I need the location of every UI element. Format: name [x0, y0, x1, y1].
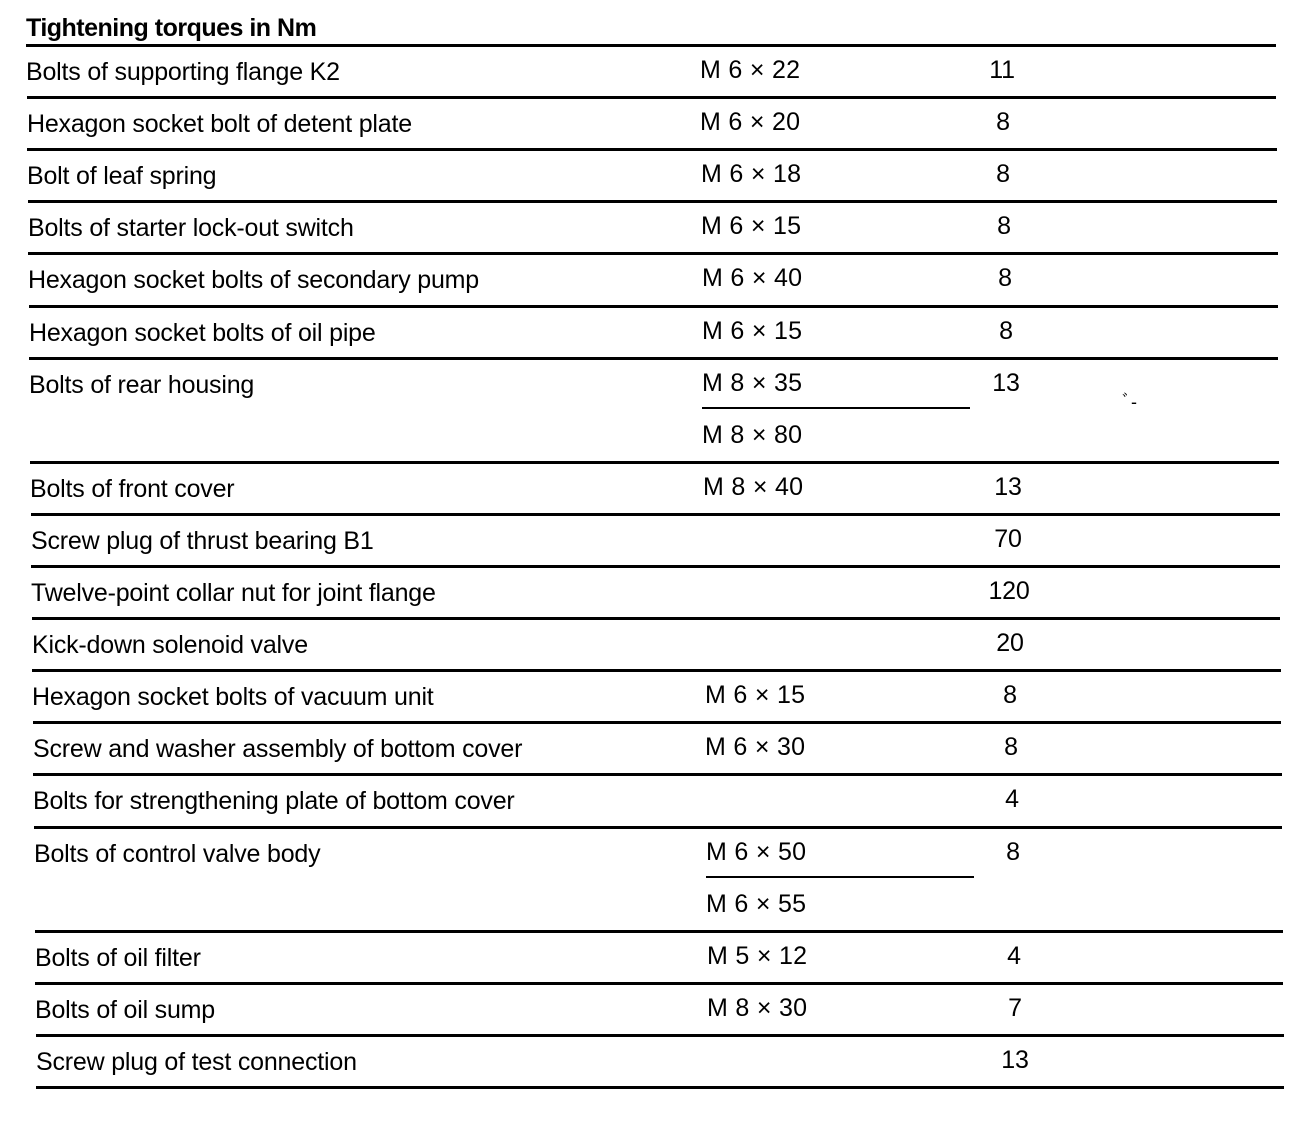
row-torque-value: 120 [988, 577, 1030, 605]
row-label: Twelve-point collar nut for joint flange [31, 579, 436, 607]
row-torque-value: 13 [992, 368, 1020, 397]
row-label: Bolts of oil filter [35, 943, 201, 972]
row-thread-spec: M 6 × 15 [702, 316, 803, 345]
row-label: Hexagon socket bolts of vacuum unit [32, 683, 434, 712]
row-thread-spec: M 6 × 20 [700, 108, 801, 137]
row-thread-spec: M 8 × 80 [702, 420, 803, 449]
table-divider [32, 617, 1280, 620]
row-label: Bolt of leaf spring [27, 162, 217, 191]
row-label: Hexagon socket bolts of oil pipe [29, 318, 376, 347]
row-label: Screw and washer assembly of bottom cover [33, 735, 523, 764]
row-torque-value: 11 [989, 56, 1015, 84]
row-label: Screw plug of test connection [36, 1047, 357, 1076]
table-divider [31, 565, 1280, 568]
stray-mark: ﾞ- [1122, 392, 1137, 412]
row-label: Bolts of control valve body [34, 839, 321, 868]
row-thread-spec: M 6 × 18 [701, 160, 802, 189]
table-title: Tightening torques in Nm [26, 14, 317, 42]
row-label: Kick-down solenoid valve [32, 631, 308, 660]
row-thread-spec: M 6 × 15 [701, 212, 802, 241]
row-torque-value: 4 [1005, 785, 1019, 814]
row-label: Bolts of oil sump [35, 995, 216, 1024]
row-label: Screw plug of thrust bearing B1 [31, 526, 374, 555]
row-torque-value: 4 [1007, 941, 1021, 970]
spec-divider [702, 407, 970, 409]
row-label: Bolts of starter lock-out switch [28, 214, 354, 243]
table-divider [28, 252, 1278, 255]
row-torque-value: 8 [996, 108, 1010, 137]
row-torque-value: 8 [1006, 837, 1020, 866]
row-thread-spec: M 6 × 22 [700, 56, 801, 84]
table-divider [29, 357, 1278, 360]
table-divider [35, 930, 1283, 933]
row-torque-value: 8 [996, 160, 1010, 189]
row-torque-value: 13 [994, 472, 1022, 501]
row-torque-value: 8 [1003, 681, 1017, 710]
table-divider [30, 461, 1279, 464]
row-torque-value: 8 [999, 316, 1013, 345]
table-divider [27, 96, 1276, 99]
table-divider [31, 513, 1280, 516]
row-torque-value: 7 [1008, 993, 1022, 1022]
row-thread-spec: M 6 × 40 [702, 264, 803, 293]
row-torque-value: 8 [997, 212, 1011, 241]
table-divider [27, 148, 1277, 151]
row-thread-spec: M 8 × 35 [702, 368, 803, 397]
table-divider [36, 1034, 1284, 1037]
row-label: Bolts for strengthening plate of bottom cover [33, 787, 515, 816]
table-divider [35, 982, 1283, 985]
table-divider [28, 200, 1277, 203]
row-thread-spec: M 6 × 55 [706, 889, 807, 918]
row-label: Bolts of supporting flange K2 [26, 58, 340, 86]
row-thread-spec: M 8 × 40 [703, 472, 804, 501]
row-torque-value: 70 [994, 524, 1022, 553]
table-divider [26, 44, 1276, 47]
row-thread-spec: M 6 × 30 [705, 733, 806, 762]
table-divider [34, 826, 1282, 829]
row-label: Hexagon socket bolts of secondary pump [28, 266, 479, 295]
row-label: Bolts of rear housing [29, 370, 255, 399]
row-thread-spec: M 8 × 30 [707, 993, 808, 1022]
row-torque-value: 8 [1004, 733, 1018, 762]
row-torque-value: 20 [996, 629, 1024, 658]
row-thread-spec: M 6 × 50 [706, 837, 807, 866]
row-torque-value: 8 [998, 264, 1012, 293]
table-divider [29, 305, 1278, 308]
row-torque-value: 13 [1001, 1045, 1029, 1074]
table-divider [32, 669, 1281, 672]
row-label: Hexagon socket bolt of detent plate [27, 110, 412, 139]
row-thread-spec: M 6 × 15 [705, 681, 806, 710]
table-divider [33, 773, 1282, 776]
table-divider [36, 1086, 1284, 1089]
table-divider [33, 721, 1281, 724]
row-label: Bolts of front cover [30, 474, 235, 503]
spec-divider [706, 876, 974, 878]
row-thread-spec: M 5 × 12 [707, 941, 808, 970]
